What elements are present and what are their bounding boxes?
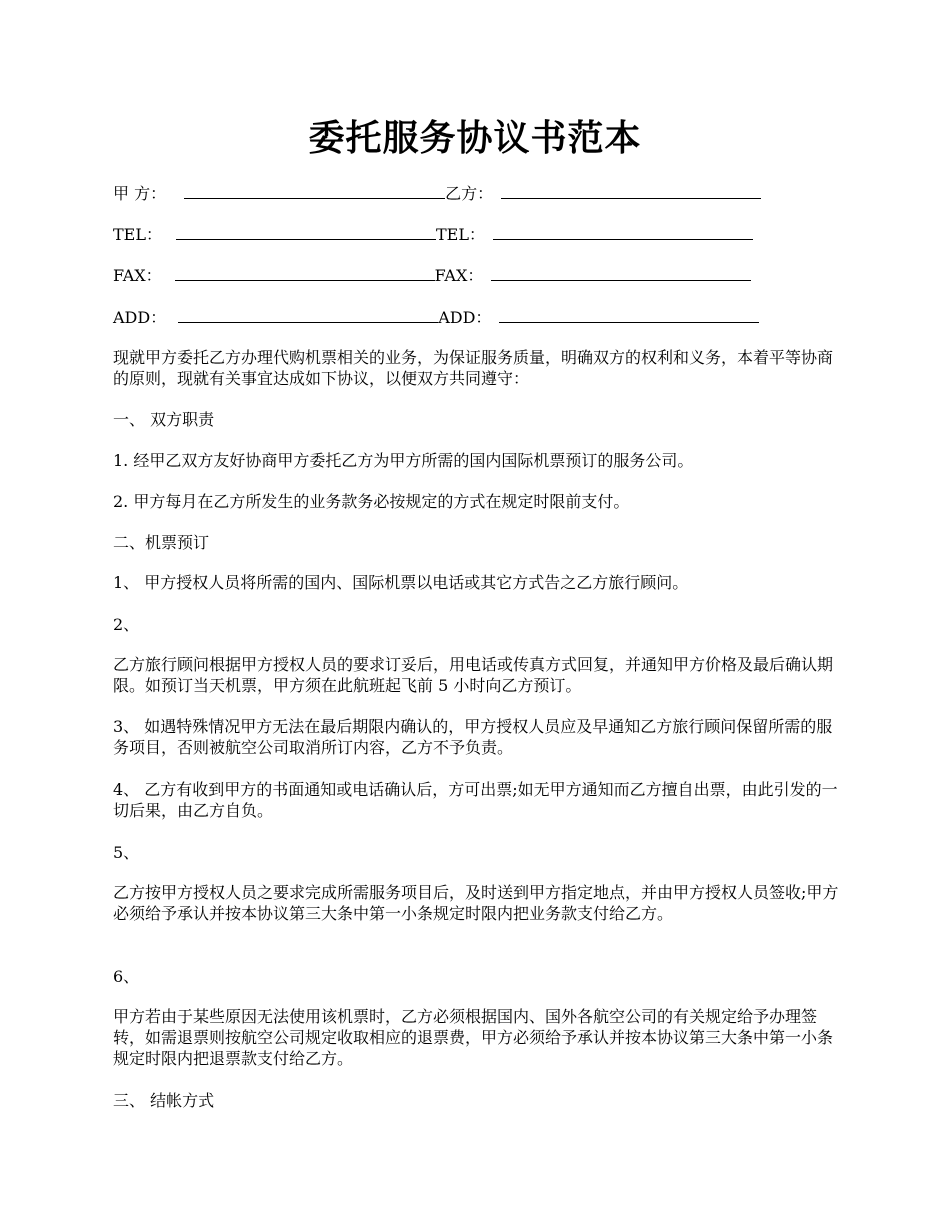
- clause-2-6: 甲方若由于某些原因无法使用该机票时，乙方必须根据国内、国外各航空公司的有关规定给予办理签转，如需退票则按航空公司规定收取相应的退票费，甲方必须给予承认并按本协议第三大条中第一小条规定时限内把退票款支付给乙方。: [113, 1007, 834, 1068]
- tel-b-label: TEL：: [435, 225, 485, 244]
- page-title: 委托服务协议书范本: [308, 117, 642, 159]
- clause-2-2-number: 2、: [113, 615, 140, 634]
- tel-a-label: TEL：: [113, 225, 162, 244]
- party-a-label: 甲 方：: [113, 184, 167, 203]
- section-heading-3: 三、 结帐方式: [113, 1091, 215, 1110]
- party-b-blank[interactable]: [501, 184, 761, 199]
- section-heading-2: 二、机票预订: [113, 533, 210, 552]
- intro-paragraph: 现就甲方委托乙方办理代购机票相关的业务，为保证服务质量，明确双方的权利和义务，本着平等协商的原则，现就有关事宜达成如下协议，以便双方共同遵守：: [113, 348, 834, 388]
- add-b-blank[interactable]: [499, 308, 759, 323]
- tel-a-blank[interactable]: [176, 225, 436, 240]
- clause-2-5: 乙方按甲方授权人员之要求完成所需服务项目后，及时送到甲方指定地点，并由甲方授权人员签收;甲方必须给予承认并按本协议第三大条中第一小条规定时限内把业务款支付给乙方。: [113, 883, 839, 923]
- fax-a-blank[interactable]: [175, 266, 435, 281]
- fax-a-label: FAX：: [113, 266, 162, 285]
- add-a-label: ADD：: [113, 308, 167, 327]
- party-a-blank[interactable]: [184, 184, 445, 199]
- clause-2-2: 乙方旅行顾问根据甲方授权人员的要求订妥后，用电话或传真方式回复，并通知甲方价格及最后确认期限。如预订当天机票，甲方须在此航班起飞前 5 小时向乙方预订。: [113, 655, 834, 695]
- clause-2-4: 4、 乙方有收到甲方的书面通知或电话确认后，方可出票;如无甲方通知而乙方擅自出票，由此引发的一切后果，由乙方自负。: [113, 780, 838, 820]
- section-heading-1: 一、 双方职责: [113, 410, 215, 429]
- field-row-add: [113, 308, 759, 328]
- field-row-party: [113, 184, 761, 204]
- add-b-label: ADD：: [438, 308, 492, 327]
- clause-1-2: 2. 甲方每月在乙方所发生的业务款务必按规定的方式在规定时限前支付。: [113, 492, 630, 511]
- party-b-label: 乙方：: [445, 184, 494, 203]
- field-row-tel: [113, 225, 753, 245]
- clause-2-6-number: 6、: [113, 967, 140, 986]
- field-row-fax: [113, 266, 751, 286]
- tel-b-blank[interactable]: [493, 225, 753, 240]
- clause-2-1: 1、 甲方授权人员将所需的国内、国际机票以电话或其它方式告之乙方旅行顾问。: [113, 573, 689, 592]
- fax-b-blank[interactable]: [491, 266, 751, 281]
- clause-2-3: 3、 如遇特殊情况甲方无法在最后期限内确认的，甲方授权人员应及早通知乙方旅行顾问保留所需的服务项目，否则被航空公司取消所订内容，乙方不予负责。: [113, 717, 833, 757]
- clause-2-5-number: 5、: [113, 843, 140, 862]
- fax-b-label: FAX：: [434, 266, 484, 285]
- clause-1-1: 1. 经甲乙双方友好协商甲方委托乙方为甲方所需的国内国际机票预订的服务公司。: [113, 451, 694, 470]
- add-a-blank[interactable]: [178, 308, 438, 323]
